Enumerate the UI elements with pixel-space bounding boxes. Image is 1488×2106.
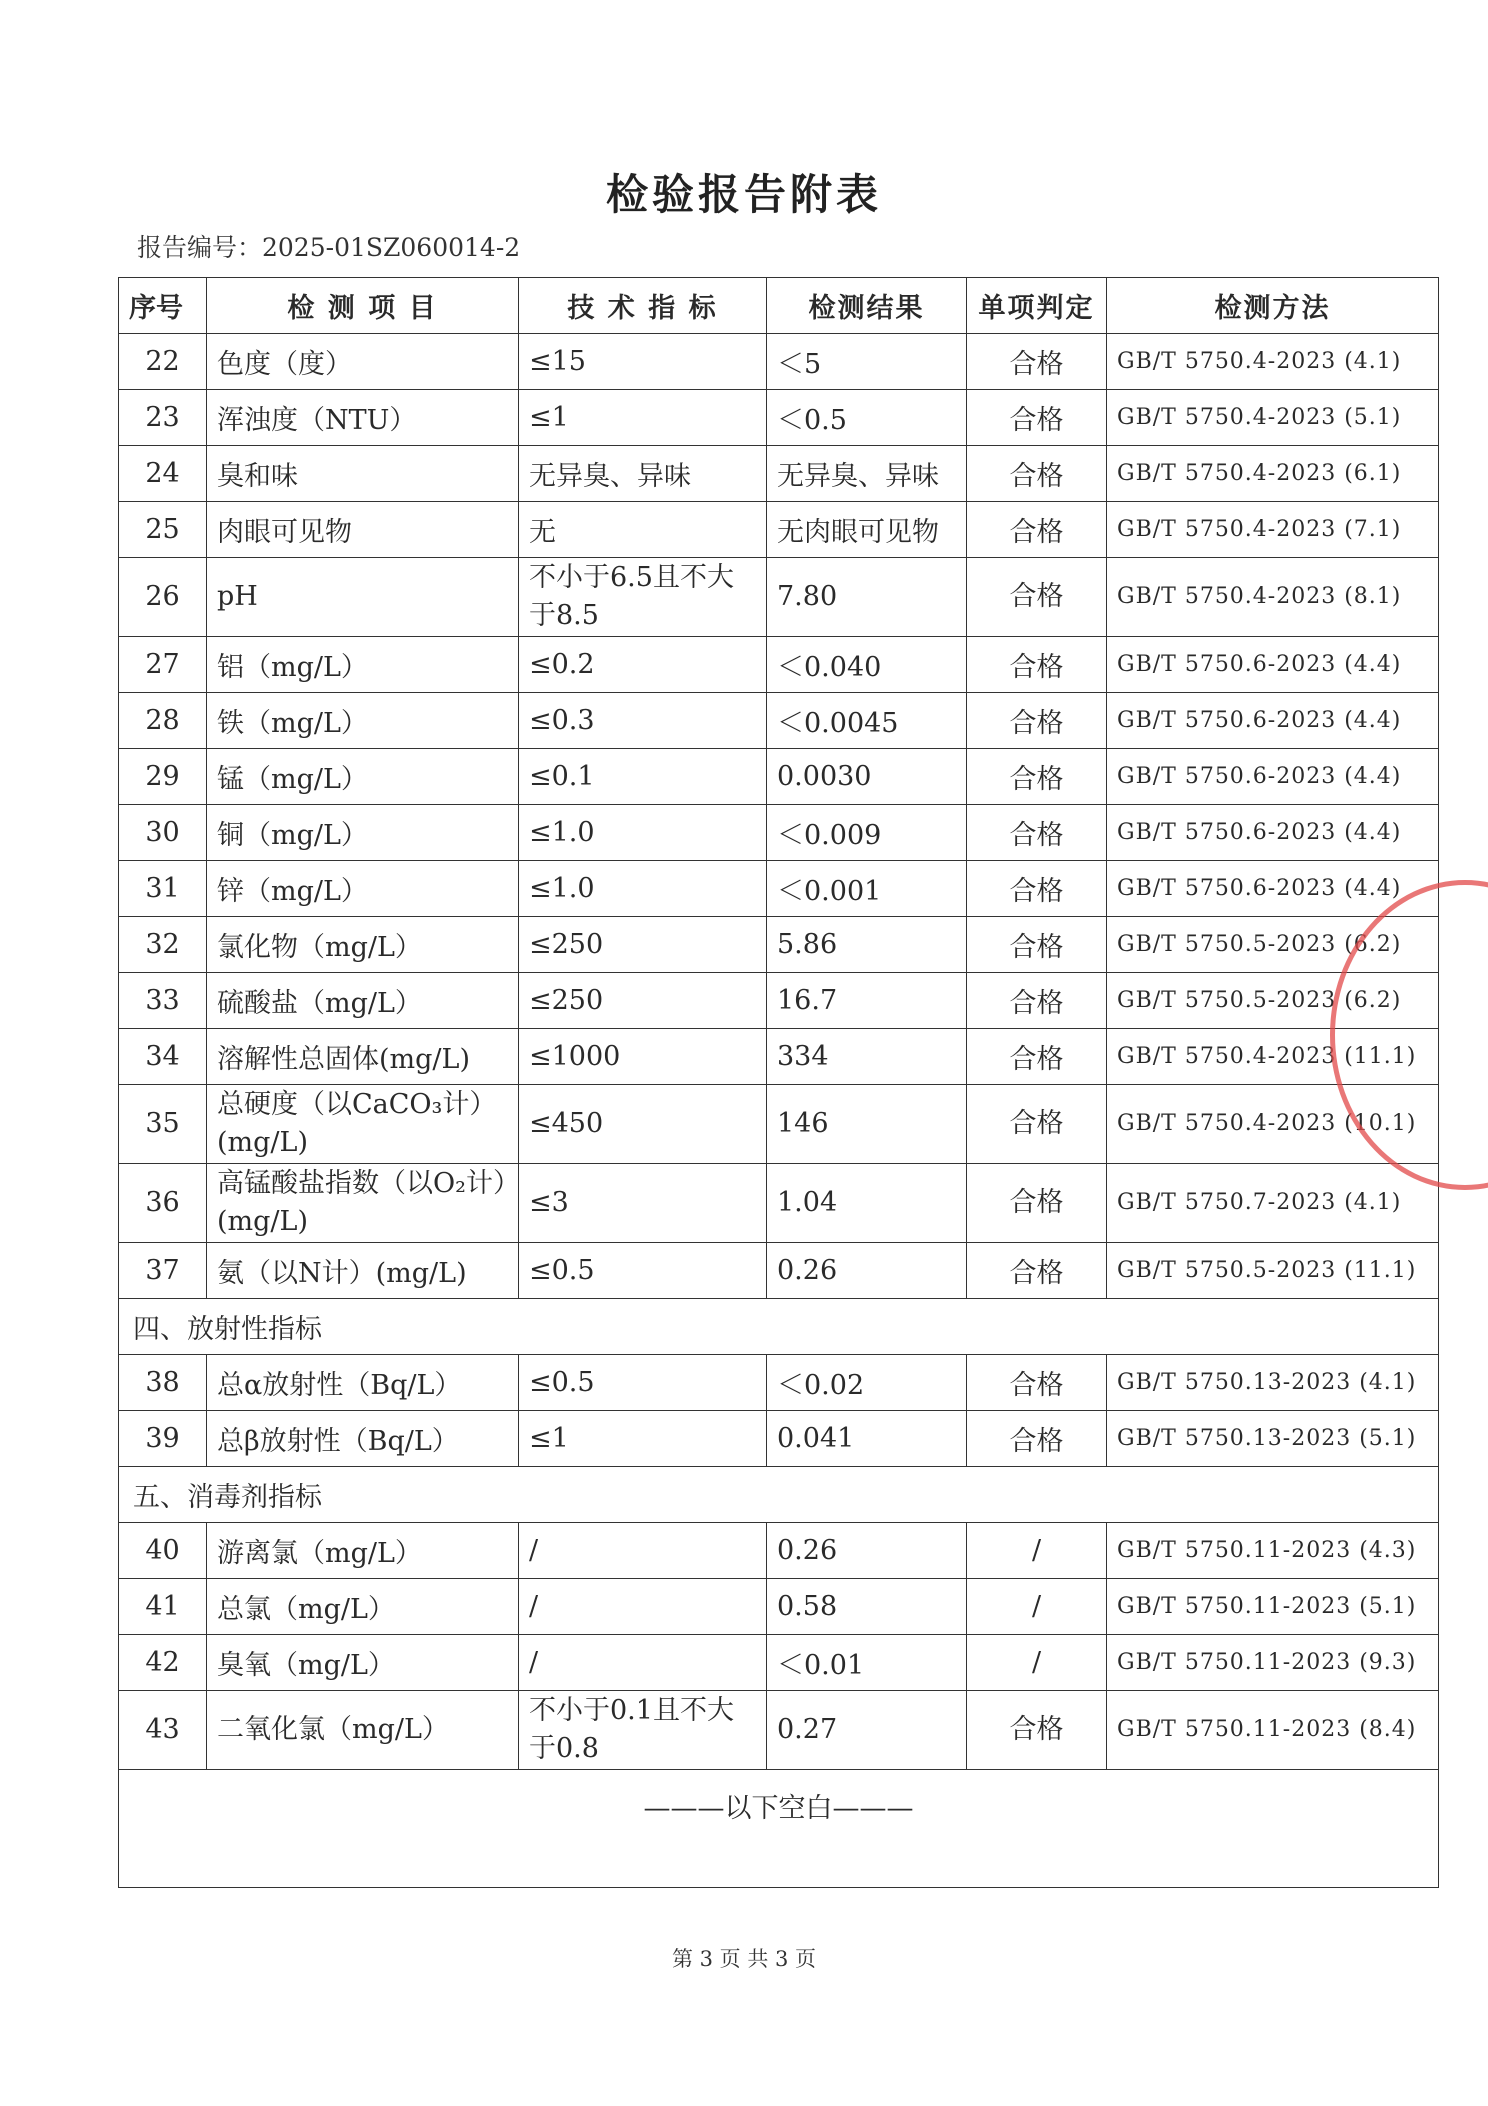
header-judge: 单项判定 <box>967 278 1107 334</box>
cell-result: ＜0.02 <box>767 1355 967 1411</box>
cell-item: 铜（mg/L） <box>207 805 519 861</box>
cell-method: GB/T 5750.4-2023 (5.1) <box>1107 390 1439 446</box>
table-body-radioactivity <box>119 1355 1439 1467</box>
cell-spec: ≤0.3 <box>519 693 767 749</box>
header-spec: 技 术 指 标 <box>519 278 767 334</box>
cell-no: 29 <box>119 749 207 805</box>
cell-result: 146 <box>767 1085 967 1164</box>
section-header-disinfectant: 五、消毒剂指标 <box>119 1467 1439 1523</box>
cell-method: GB/T 5750.5-2023 (6.2) <box>1107 917 1439 973</box>
table-row <box>119 805 1439 861</box>
table-row <box>119 502 1439 558</box>
cell-no: 32 <box>119 917 207 973</box>
table-row <box>119 749 1439 805</box>
cell-method: GB/T 5750.4-2023 (7.1) <box>1107 502 1439 558</box>
cell-spec: ≤1000 <box>519 1029 767 1085</box>
cell-result: 5.86 <box>767 917 967 973</box>
table-row <box>119 558 1439 637</box>
cell-judge: 合格 <box>967 446 1107 502</box>
cell-no: 36 <box>119 1164 207 1243</box>
cell-judge: 合格 <box>967 502 1107 558</box>
cell-item: 氯化物（mg/L） <box>207 917 519 973</box>
table-header-row <box>119 278 1439 334</box>
cell-method: GB/T 5750.13-2023 (4.1) <box>1107 1355 1439 1411</box>
cell-spec: ≤250 <box>519 973 767 1029</box>
cell-result: ＜0.5 <box>767 390 967 446</box>
table-row <box>119 917 1439 973</box>
page-footer: 第 3 页 共 3 页 <box>671 1947 817 1971</box>
table-row <box>119 1523 1439 1579</box>
cell-item: 总氯（mg/L） <box>207 1579 519 1635</box>
table-row <box>119 1411 1439 1467</box>
cell-result: ＜0.0045 <box>767 693 967 749</box>
cell-no: 43 <box>119 1691 207 1770</box>
cell-result: 0.27 <box>767 1691 967 1770</box>
cell-spec: 无异臭、异味 <box>519 446 767 502</box>
cell-item: 锰（mg/L） <box>207 749 519 805</box>
cell-spec: 不小于6.5且不大于8.5 <box>519 558 767 637</box>
cell-no: 25 <box>119 502 207 558</box>
table-row <box>119 1243 1439 1299</box>
cell-result: 334 <box>767 1029 967 1085</box>
cell-item: 色度（度） <box>207 334 519 390</box>
cell-spec: / <box>519 1635 767 1691</box>
table-row <box>119 1029 1439 1085</box>
cell-item: 锌（mg/L） <box>207 861 519 917</box>
cell-no: 30 <box>119 805 207 861</box>
cell-item: 总β放射性（Bq/L） <box>207 1411 519 1467</box>
cell-method: GB/T 5750.6-2023 (4.4) <box>1107 693 1439 749</box>
cell-spec: ≤1.0 <box>519 861 767 917</box>
cell-no: 34 <box>119 1029 207 1085</box>
cell-judge: 合格 <box>967 1691 1107 1770</box>
cell-spec: ≤0.5 <box>519 1243 767 1299</box>
cell-no: 27 <box>119 637 207 693</box>
cell-result: 1.04 <box>767 1164 967 1243</box>
cell-result: ＜5 <box>767 334 967 390</box>
cell-item: 氨（以N计）(mg/L) <box>207 1243 519 1299</box>
cell-result: ＜0.01 <box>767 1635 967 1691</box>
cell-spec: ≤250 <box>519 917 767 973</box>
table-row <box>119 446 1439 502</box>
cell-judge: 合格 <box>967 390 1107 446</box>
cell-method: GB/T 5750.4-2023 (10.1) <box>1107 1085 1439 1164</box>
cell-no: 38 <box>119 1355 207 1411</box>
cell-method: GB/T 5750.4-2023 (6.1) <box>1107 446 1439 502</box>
section-disinfectant <box>119 1467 1439 1523</box>
cell-result: 0.041 <box>767 1411 967 1467</box>
page-title: 检验报告附表 <box>605 170 882 219</box>
cell-method: GB/T 5750.13-2023 (5.1) <box>1107 1411 1439 1467</box>
cell-method: GB/T 5750.11-2023 (4.3) <box>1107 1523 1439 1579</box>
cell-method: GB/T 5750.5-2023 (11.1) <box>1107 1243 1439 1299</box>
cell-method: GB/T 5750.11-2023 (5.1) <box>1107 1579 1439 1635</box>
results-table <box>118 277 1439 1888</box>
table-row <box>119 1579 1439 1635</box>
table-body-disinfectant <box>119 1523 1439 1770</box>
cell-method: GB/T 5750.6-2023 (4.4) <box>1107 749 1439 805</box>
cell-spec: / <box>519 1579 767 1635</box>
cell-result: 0.58 <box>767 1579 967 1635</box>
cell-result: 无肉眼可见物 <box>767 502 967 558</box>
cell-no: 33 <box>119 973 207 1029</box>
cell-judge: 合格 <box>967 1243 1107 1299</box>
cell-method: GB/T 5750.6-2023 (4.4) <box>1107 861 1439 917</box>
cell-judge: 合格 <box>967 973 1107 1029</box>
cell-spec: ≤0.1 <box>519 749 767 805</box>
cell-judge: 合格 <box>967 334 1107 390</box>
table-row <box>119 1085 1439 1164</box>
cell-item: 总α放射性（Bq/L） <box>207 1355 519 1411</box>
table-row <box>119 1635 1439 1691</box>
cell-item: 浑浊度（NTU） <box>207 390 519 446</box>
cell-method: GB/T 5750.7-2023 (4.1) <box>1107 1164 1439 1243</box>
cell-item: 臭和味 <box>207 446 519 502</box>
cell-judge: 合格 <box>967 558 1107 637</box>
table-row <box>119 693 1439 749</box>
cell-result: ＜0.009 <box>767 805 967 861</box>
table-row <box>119 1355 1439 1411</box>
cell-spec: ≤1.0 <box>519 805 767 861</box>
blank-area <box>119 1770 1439 1888</box>
cell-no: 40 <box>119 1523 207 1579</box>
cell-item: 铝（mg/L） <box>207 637 519 693</box>
header-no: 序号 <box>119 278 207 334</box>
cell-method: GB/T 5750.4-2023 (8.1) <box>1107 558 1439 637</box>
cell-result: ＜0.001 <box>767 861 967 917</box>
cell-no: 24 <box>119 446 207 502</box>
cell-item: 高锰酸盐指数（以O₂计）(mg/L) <box>207 1164 519 1243</box>
table-row <box>119 973 1439 1029</box>
cell-spec: ≤1 <box>519 1411 767 1467</box>
cell-no: 35 <box>119 1085 207 1164</box>
cell-result: 0.0030 <box>767 749 967 805</box>
table-body-general <box>119 334 1439 1299</box>
table-row <box>119 1691 1439 1770</box>
cell-no: 26 <box>119 558 207 637</box>
blank-note: ———以下空白——— <box>119 1770 1439 1888</box>
cell-no: 42 <box>119 1635 207 1691</box>
table-row <box>119 637 1439 693</box>
cell-judge: / <box>967 1523 1107 1579</box>
cell-item: pH <box>207 558 519 637</box>
cell-item: 硫酸盐（mg/L） <box>207 973 519 1029</box>
cell-judge: 合格 <box>967 749 1107 805</box>
cell-judge: 合格 <box>967 1355 1107 1411</box>
cell-result: 0.26 <box>767 1523 967 1579</box>
cell-spec: ≤1 <box>519 390 767 446</box>
cell-no: 39 <box>119 1411 207 1467</box>
cell-spec: ≤0.5 <box>519 1355 767 1411</box>
cell-result: 16.7 <box>767 973 967 1029</box>
cell-method: GB/T 5750.4-2023 (4.1) <box>1107 334 1439 390</box>
table-row <box>119 334 1439 390</box>
cell-no: 28 <box>119 693 207 749</box>
cell-method: GB/T 5750.4-2023 (11.1) <box>1107 1029 1439 1085</box>
cell-method: GB/T 5750.6-2023 (4.4) <box>1107 637 1439 693</box>
cell-spec: ≤450 <box>519 1085 767 1164</box>
cell-method: GB/T 5750.6-2023 (4.4) <box>1107 805 1439 861</box>
report-number: 报告编号：2025-01SZ060014-2 <box>137 233 521 262</box>
header-result: 检测结果 <box>767 278 967 334</box>
cell-method: GB/T 5750.11-2023 (9.3) <box>1107 1635 1439 1691</box>
cell-item: 铁（mg/L） <box>207 693 519 749</box>
cell-judge: 合格 <box>967 1411 1107 1467</box>
section-radioactivity <box>119 1299 1439 1355</box>
cell-method: GB/T 5750.11-2023 (8.4) <box>1107 1691 1439 1770</box>
cell-judge: 合格 <box>967 1085 1107 1164</box>
cell-spec: ≤3 <box>519 1164 767 1243</box>
header-method: 检测方法 <box>1107 278 1439 334</box>
cell-judge: 合格 <box>967 693 1107 749</box>
cell-judge: 合格 <box>967 1164 1107 1243</box>
cell-judge: 合格 <box>967 637 1107 693</box>
cell-result: 0.26 <box>767 1243 967 1299</box>
cell-item: 肉眼可见物 <box>207 502 519 558</box>
cell-item: 二氧化氯（mg/L） <box>207 1691 519 1770</box>
cell-result: 无异臭、异味 <box>767 446 967 502</box>
cell-spec: ≤15 <box>519 334 767 390</box>
cell-judge: 合格 <box>967 1029 1107 1085</box>
cell-no: 37 <box>119 1243 207 1299</box>
table-row <box>119 861 1439 917</box>
cell-method: GB/T 5750.5-2023 (6.2) <box>1107 973 1439 1029</box>
table-row <box>119 390 1439 446</box>
cell-spec: ≤0.2 <box>519 637 767 693</box>
cell-judge: / <box>967 1635 1107 1691</box>
cell-judge: 合格 <box>967 861 1107 917</box>
section-header-radioactivity: 四、放射性指标 <box>119 1299 1439 1355</box>
cell-item: 溶解性总固体(mg/L) <box>207 1029 519 1085</box>
cell-judge: 合格 <box>967 805 1107 861</box>
cell-item: 臭氧（mg/L） <box>207 1635 519 1691</box>
cell-spec: 无 <box>519 502 767 558</box>
cell-no: 23 <box>119 390 207 446</box>
cell-spec: / <box>519 1523 767 1579</box>
header-item: 检 测 项 目 <box>207 278 519 334</box>
cell-spec: 不小于0.1且不大于0.8 <box>519 1691 767 1770</box>
cell-item: 游离氯（mg/L） <box>207 1523 519 1579</box>
table-row <box>119 1164 1439 1243</box>
cell-no: 22 <box>119 334 207 390</box>
cell-judge: / <box>967 1579 1107 1635</box>
cell-no: 31 <box>119 861 207 917</box>
cell-result: 7.80 <box>767 558 967 637</box>
cell-judge: 合格 <box>967 917 1107 973</box>
cell-result: ＜0.040 <box>767 637 967 693</box>
cell-item: 总硬度（以CaCO₃计）(mg/L) <box>207 1085 519 1164</box>
cell-no: 41 <box>119 1579 207 1635</box>
